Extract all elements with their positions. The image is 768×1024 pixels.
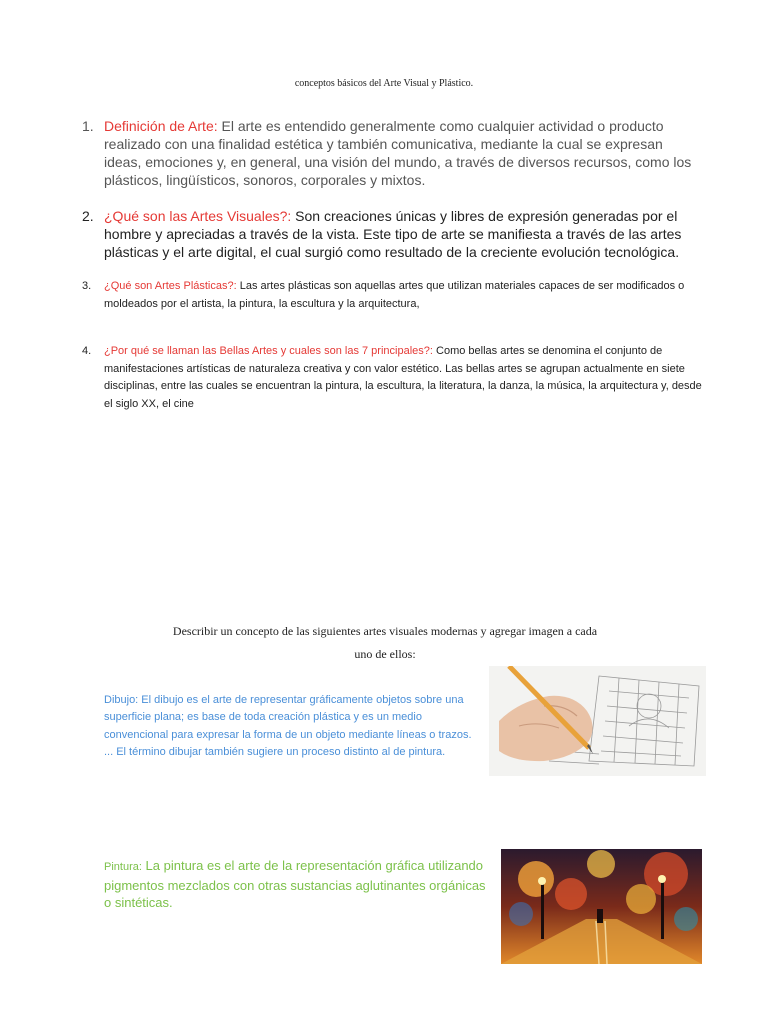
list-item-body — [104, 343, 702, 413]
list-number: 1. — [82, 118, 94, 134]
list-item-body — [104, 278, 702, 313]
list-number: 2. — [82, 208, 94, 224]
pintura-description — [104, 857, 496, 912]
dibujo-image — [489, 666, 706, 776]
definition-text: El arte es entendido generalmente como cualquier actividad o producto realizado con una finalidad estética y también comunicativa, mediante la cual se expresan ideas, emociones y, en general, una visión del mundo, a través de diversos recursos, como los plásticos, lingüísticos, sonoros, corporales y mixtos. — [104, 118, 692, 188]
painting-illustration — [501, 849, 702, 964]
section-heading-line2: uno de ellos: — [354, 647, 416, 661]
definition-text: Las artes plásticas son aquellas artes que utilizan materiales capaces de ser modificados o moldeados por el artista, la pintura, la escultura y la arquitectura, — [104, 280, 685, 310]
pintura-label: Pintura: — [104, 861, 142, 873]
list-number: 3. — [82, 280, 92, 292]
definition-text: Son creaciones únicas y libres de expresión generadas por el hombre y apreciadas a través de la vista. Este tipo de arte se manifiesta a través de las artes plásticas y el arte digital, el cual surgió como resultado de la creciente evolución tecnológica. — [104, 208, 682, 260]
pintura-image — [501, 849, 702, 964]
term-label: ¿Qué son las Artes Visuales?: — [104, 208, 292, 224]
list-item-definicion-arte — [82, 117, 702, 189]
list-item-artes-visuales — [82, 207, 702, 261]
dibujo-label: Dibujo: — [104, 694, 139, 706]
list-item-artes-plasticas — [82, 278, 702, 313]
list-item-body — [104, 207, 702, 261]
definition-text: Como bellas artes se denomina el conjunto de manifestaciones artísticas de naturaleza creativa y con valor estético. Las bellas artes se agrupan actualmente en siete disciplinas, entre las cuales se encuentran la pintura, la escultura, la literatura, la danza, la música, la arquitectura y, desde el siglo XX, el cine — [104, 345, 702, 410]
term-label: ¿Qué son Artes Plásticas?: — [104, 280, 237, 292]
list-item-bellas-artes — [82, 343, 702, 413]
hand-drawing-illustration — [489, 666, 706, 776]
list-number: 4. — [82, 345, 92, 357]
dibujo-description — [104, 692, 474, 761]
section-heading — [145, 620, 625, 666]
list-item-body — [104, 117, 702, 189]
document-title: conceptos básicos del Arte Visual y Plástico. — [294, 78, 474, 89]
dibujo-text: El dibujo es el arte de representar gráficamente objetos sobre una superficie plana; es base de toda creación plástica y es un medio convencional para expresar la forma de un objeto mediante líneas o trazos. ... El término dibujar también sugiere un proceso distinto al de pintura. — [104, 694, 472, 758]
term-label: ¿Por qué se llaman las Bellas Artes y cuales son las 7 principales?: — [104, 345, 433, 357]
term-label: Definición de Arte: — [104, 118, 218, 134]
section-heading-line1: Describir un concepto de las siguientes artes visuales modernas y agregar imagen a cada — [172, 624, 598, 638]
pintura-text: La pintura es el arte de la representación gráfica utilizando pigmentos mezclados con otras sustancias aglutinantes orgánicas o sintéticas. — [104, 858, 486, 910]
